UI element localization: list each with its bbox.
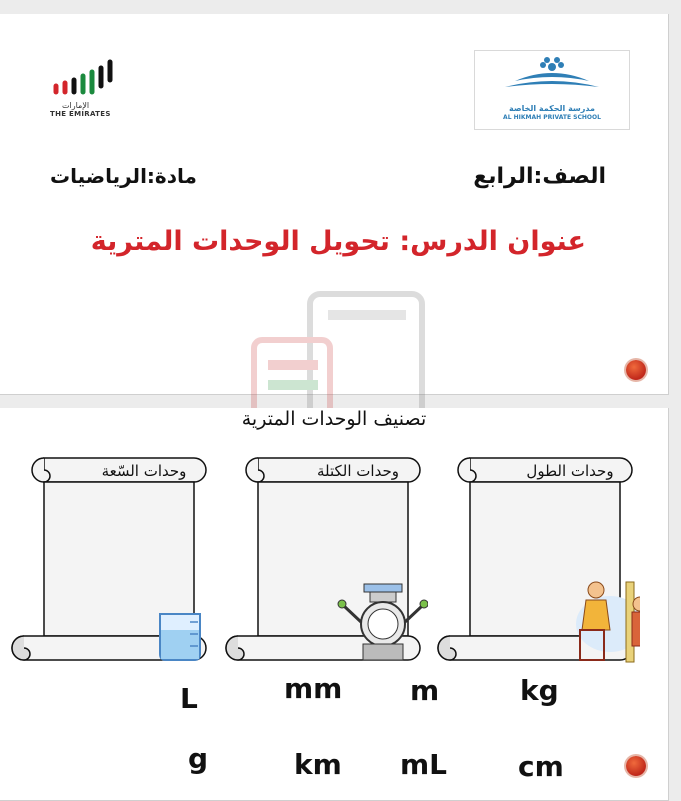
section-title: تصنيف الوحدات المترية (241, 408, 427, 430)
school-name-latin: AL HIKMAH PRIVATE SCHOOL (503, 114, 601, 121)
emirates-logo-arabic: الإمارات (62, 101, 90, 110)
school-name-arabic: مدرسة الحكمة الخاصة (509, 104, 595, 113)
unit-card[interactable]: kg (520, 674, 559, 707)
classification-slide (0, 408, 669, 801)
grade-label: الصف:الرابع (473, 164, 606, 189)
scroll-label-mass: وحدات الكتلة (316, 462, 399, 480)
beaker-icon (160, 614, 200, 660)
emirates-logo-latin: THE EMIRATES (50, 110, 111, 118)
unit-card[interactable]: L (180, 682, 198, 715)
scroll-mass (218, 454, 428, 666)
scroll-label-length: وحدات الطول (526, 462, 614, 480)
unit-card[interactable]: km (294, 748, 342, 781)
scroll-capacity (4, 454, 214, 666)
unit-card[interactable]: m (410, 674, 440, 707)
unit-card[interactable]: mm (284, 672, 343, 705)
slide-nav-button[interactable] (626, 756, 646, 776)
unit-card[interactable]: g (188, 742, 209, 775)
school-emblem-icon (475, 51, 629, 101)
school-logo (474, 50, 630, 130)
scroll-length (430, 454, 640, 666)
title-slide (0, 14, 669, 395)
slide-nav-button[interactable] (626, 360, 646, 380)
lesson-title: عنوان الدرس: تحويل الوحدات المترية (90, 226, 586, 257)
unit-card[interactable]: cm (518, 750, 564, 783)
subject-label: مادة:الرياضيات (50, 164, 197, 188)
unit-card[interactable]: mL (400, 748, 448, 781)
scroll-label-capacity: وحدات السّعة (101, 462, 187, 480)
